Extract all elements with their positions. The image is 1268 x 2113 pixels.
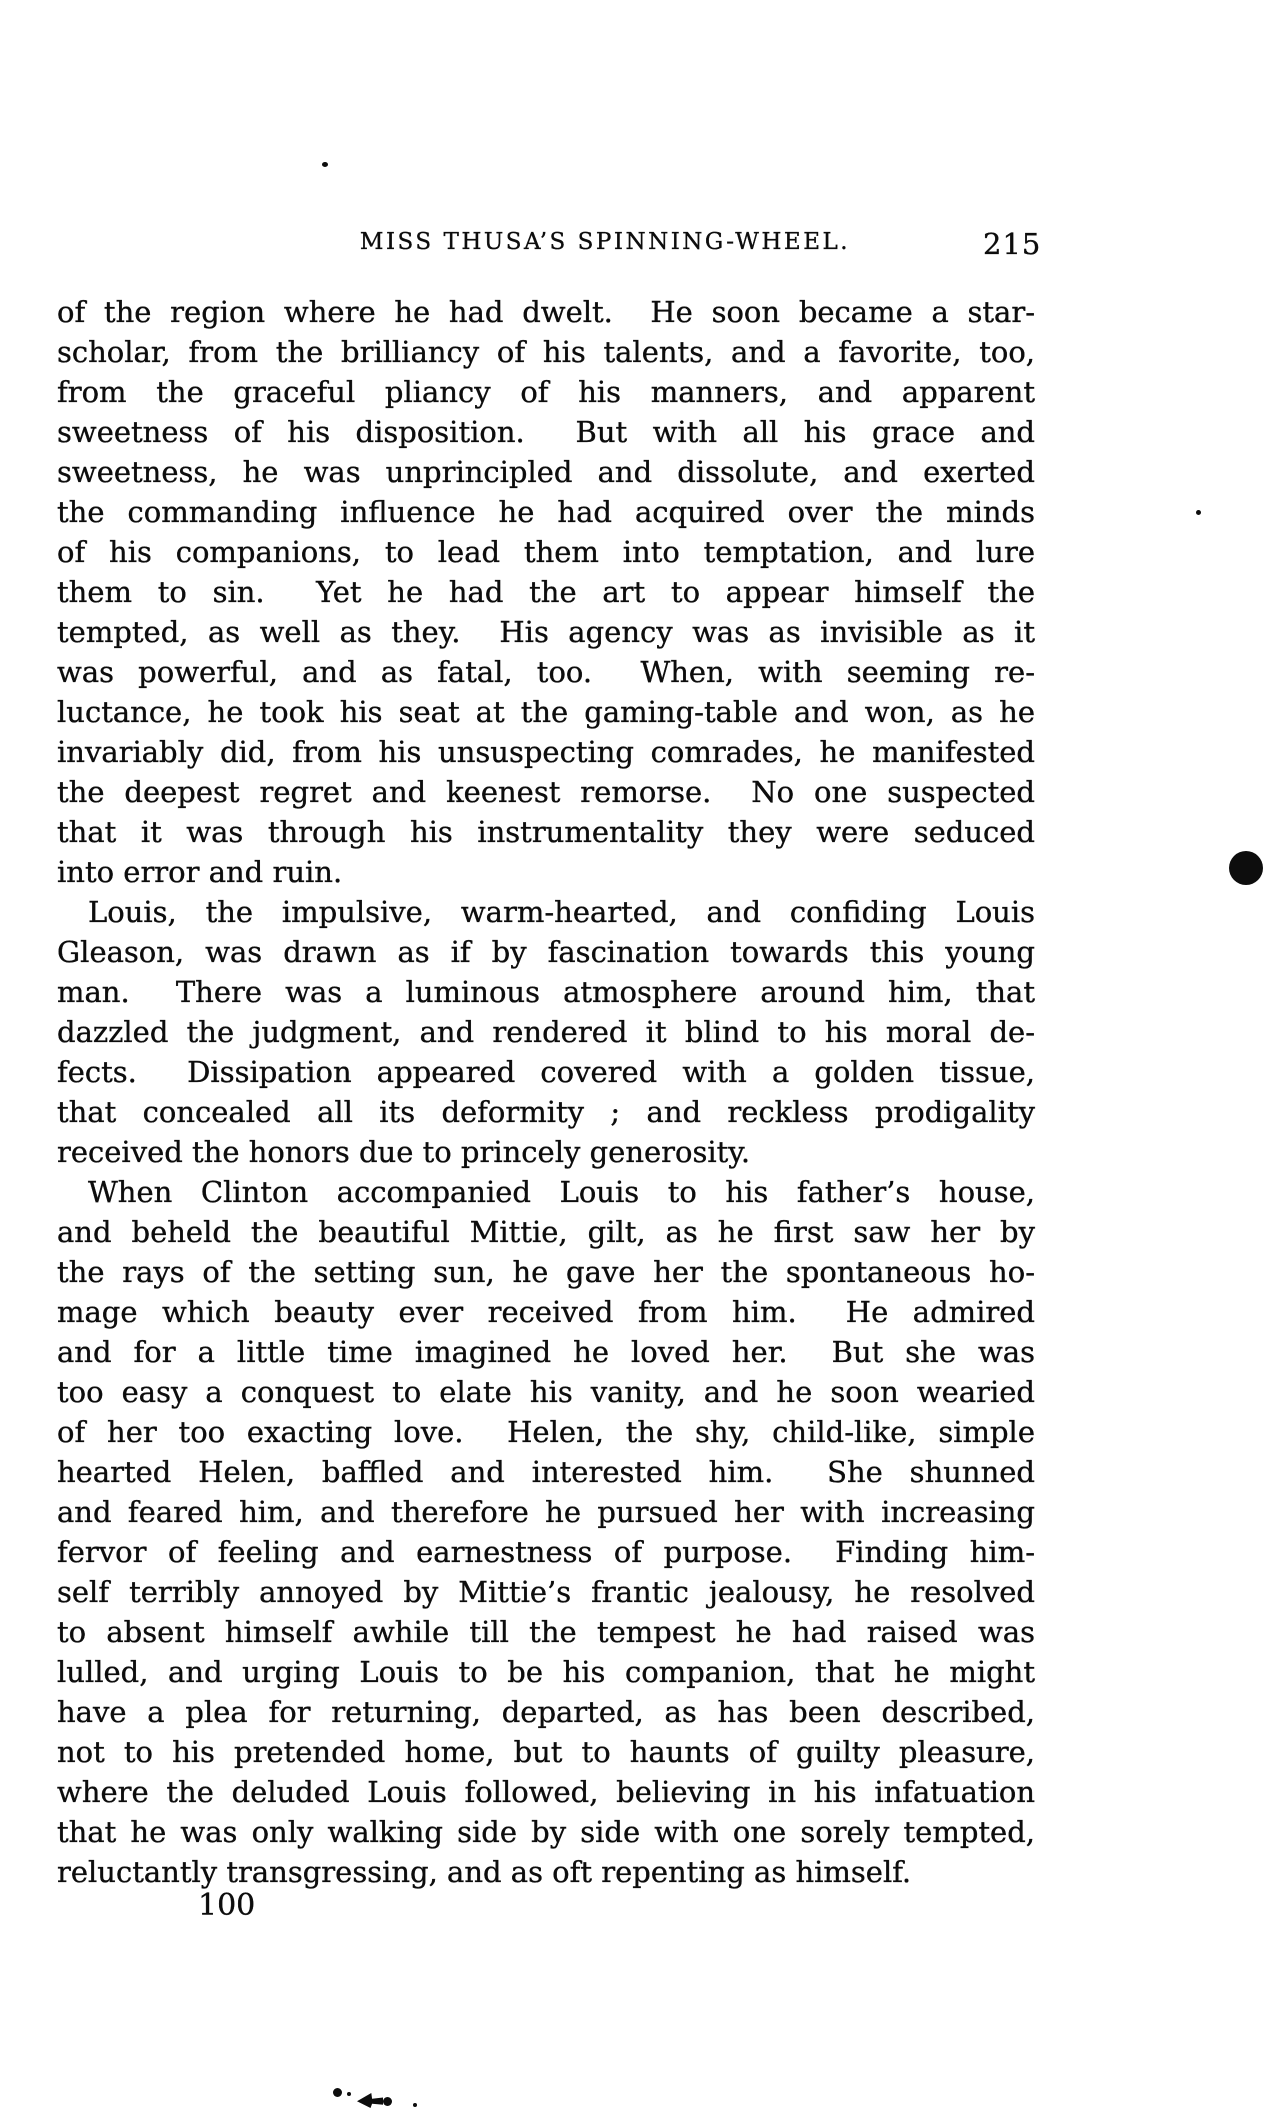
running-head [0,227,1268,267]
text-line: reluctantly transgressing, and as oft repenting as himself. [57,1855,912,1889]
ink-speck [357,2093,383,2108]
ink-speck [413,2103,417,2107]
text-line: and beheld the beautiful Mittie, gilt, as he first saw her by [57,1215,1035,1249]
text-line: sweetness of his disposition. But with all his grace and [57,415,1035,449]
text-line: Gleason, was drawn as if by fascination towards this young [57,935,1035,969]
page-title: MISS THUSA’S SPINNING-WHEEL. [359,229,851,255]
ink-speck [322,162,328,167]
text-line: that it was through his instrumentality they were seduced [57,815,1035,849]
text-line: sweetness, he was unprincipled and dissolute, and exerted [57,455,1035,489]
text-line: into error and ruin. [57,855,343,889]
text-line: self terribly annoyed by Mittie’s frantic jealousy, he resolved [57,1575,1035,1609]
ink-speck [383,2097,392,2106]
text-line: the rays of the setting sun, he gave her the spontaneous ho- [57,1255,1035,1289]
text-line: the deepest regret and keenest remorse. No one suspected [57,775,1035,809]
text-line: man. There was a luminous atmosphere around him, that [57,975,1035,1009]
text-line: invariably did, from his unsuspecting comrades, he manifested [57,735,1035,769]
ink-speck [347,2092,351,2096]
text-line: fervor of feeling and earnestness of purpose. Finding him- [57,1535,1035,1569]
text-line: was powerful, and as fatal, too. When, with seeming re- [57,655,1035,689]
text-line: of her too exacting love. Helen, the shy, child-like, simple [57,1415,1035,1449]
text-line: from the graceful pliancy of his manners, and apparent [57,375,1035,409]
text-line: When Clinton accompanied Louis to his father’s house, [88,1175,1035,1209]
signature-mark: 100 [198,1888,256,1923]
text-line: dazzled the judgment, and rendered it blind to his moral de- [57,1015,1035,1049]
text-line: them to sin. Yet he had the art to appear himself the [57,575,1035,609]
text-line: and for a little time imagined he loved her. But she was [57,1335,1035,1369]
text-line: of the region where he had dwelt. He soon became a star- [57,295,1035,329]
text-line: Louis, the impulsive, warm-hearted, and confiding Louis [88,895,1035,929]
text-line: lulled, and urging Louis to be his companion, that he might [57,1655,1035,1689]
ink-blot [1229,851,1263,885]
text-line: too easy a conquest to elate his vanity, and he soon wearied [57,1375,1035,1409]
text-line: tempted, as well as they. His agency was as invisible as it [57,615,1035,649]
page-body [57,292,1035,1892]
text-line: mage which beauty ever received from him. He admired [57,1295,1035,1329]
page-number: 215 [983,227,1042,261]
text-line: received the honors due to princely generosity. [57,1135,751,1169]
text-line: fects. Dissipation appeared covered with a golden tissue, [57,1055,1035,1089]
text-line: to absent himself awhile till the tempest he had raised was [57,1615,1035,1649]
text-line: have a plea for returning, departed, as has been described, [57,1695,1035,1729]
text-line: that concealed all its deformity ; and reckless prodigality [57,1095,1035,1129]
ink-speck [1196,510,1201,515]
text-line: where the deluded Louis followed, believing in his infatuation [57,1775,1035,1809]
text-line: hearted Helen, baffled and interested him. She shunned [57,1455,1035,1489]
ink-speck [333,2088,342,2097]
text-line: of his companions, to lead them into temptation, and lure [57,535,1035,569]
text-line: scholar, from the brilliancy of his talents, and a favorite, too, [57,335,1035,369]
text-line: and feared him, and therefore he pursued her with increasing [57,1495,1035,1529]
text-line: not to his pretended home, but to haunts of guilty pleasure, [57,1735,1035,1769]
text-line: that he was only walking side by side with one sorely tempted, [57,1815,1035,1849]
text-line: the commanding influence he had acquired over the minds [57,495,1035,529]
text-line: luctance, he took his seat at the gaming-table and won, as he [57,695,1035,729]
